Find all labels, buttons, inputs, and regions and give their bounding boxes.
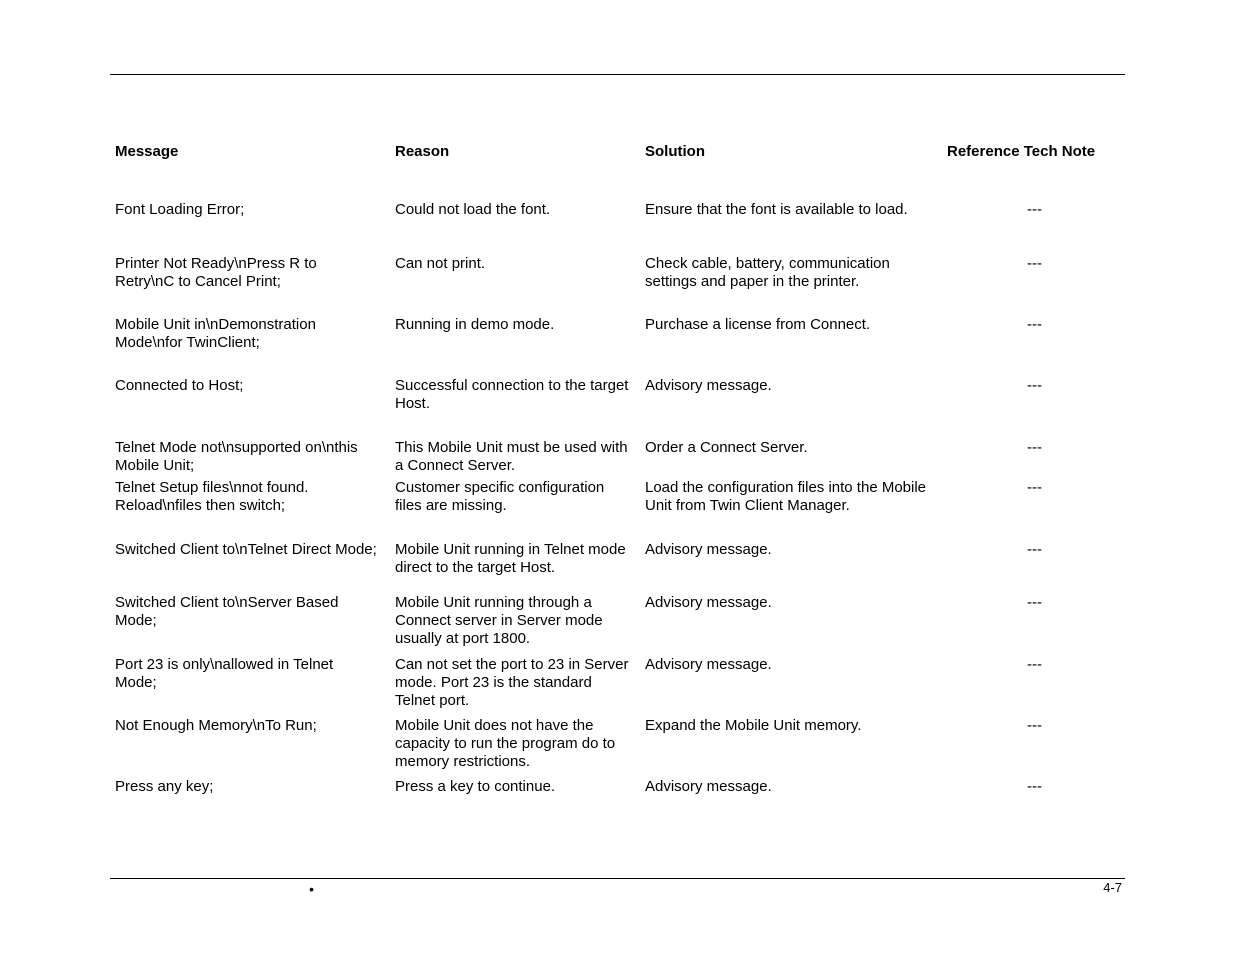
row-reference: --- [1027,594,1042,611]
page-number: 4-7 [1103,880,1122,895]
row-solution: Advisory message. [645,778,772,795]
row-message: Press any key; [115,778,214,795]
row-reference: --- [1027,656,1042,673]
row-solution: Advisory message. [645,656,772,673]
row-reference: --- [1027,255,1042,272]
row-reason: Mobile Unit running in Telnet mode direct to the target Host. [395,541,626,576]
row-reason: Press a key to continue. [395,778,556,795]
row-reason: Mobile Unit running through a Connect server in Server mode usually at port 1800. [395,594,603,647]
row-message: Not Enough Memory\nTo Run; [115,717,317,734]
row-reference: --- [1027,201,1042,218]
row-reason: This Mobile Unit must be used with a Connect Server. [395,439,628,474]
footer-bullet: • [309,881,314,897]
row-message: Connected to Host; [115,377,244,394]
column-header-reason: Reason [395,143,450,160]
column-header-reference: Reference Tech Note [947,143,1096,160]
row-reference: --- [1027,717,1042,734]
row-reason: Mobile Unit does not have the capacity to run the program do to memory restrictions. [395,717,616,770]
row-message: Port 23 is only\nallowed in Telnet Mode; [115,656,334,691]
row-message: Telnet Mode not\nsupported on\nthis Mobile Unit; [115,439,358,474]
row-solution: Advisory message. [645,377,772,394]
row-reason: Could not load the font. [395,201,551,218]
row-reason: Running in demo mode. [395,316,555,333]
row-message: Telnet Setup files\nnot found. Reload\nfiles then switch; [115,479,309,514]
table-header [0,143,1235,163]
row-reference: --- [1027,541,1042,558]
row-solution: Expand the Mobile Unit memory. [645,717,862,734]
row-reference: --- [1027,439,1042,456]
row-solution: Check cable, battery, communication settings and paper in the printer. [645,255,890,290]
column-header-message: Message [115,143,179,160]
row-reference: --- [1027,479,1042,496]
row-reason: Can not set the port to 23 in Server mode. Port 23 is the standard Telnet port. [395,656,629,709]
column-header-solution: Solution [645,143,705,160]
row-solution: Order a Connect Server. [645,439,808,456]
row-message: Mobile Unit in\nDemonstration Mode\nfor TwinClient; [115,316,316,351]
row-reference: --- [1027,316,1042,333]
row-message: Switched Client to\nTelnet Direct Mode; [115,541,377,558]
row-reference: --- [1027,377,1042,394]
row-solution: Ensure that the font is available to load. [645,201,908,218]
row-message: Switched Client to\nServer Based Mode; [115,594,339,629]
row-message: Font Loading Error; [115,201,245,218]
row-message: Printer Not Ready\nPress R to Retry\nC to Cancel Print; [115,255,317,290]
row-solution: Load the configuration files into the Mobile Unit from Twin Client Manager. [645,479,927,514]
footer-rule [110,878,1125,879]
row-reference: --- [1027,778,1042,795]
row-solution: Advisory message. [645,594,772,611]
row-solution: Purchase a license from Connect. [645,316,871,333]
row-reason: Customer specific configuration files are missing. [395,479,605,514]
row-reason: Can not print. [395,255,486,272]
row-reason: Successful connection to the target Host. [395,377,629,412]
header-rule [110,74,1125,75]
row-solution: Advisory message. [645,541,772,558]
